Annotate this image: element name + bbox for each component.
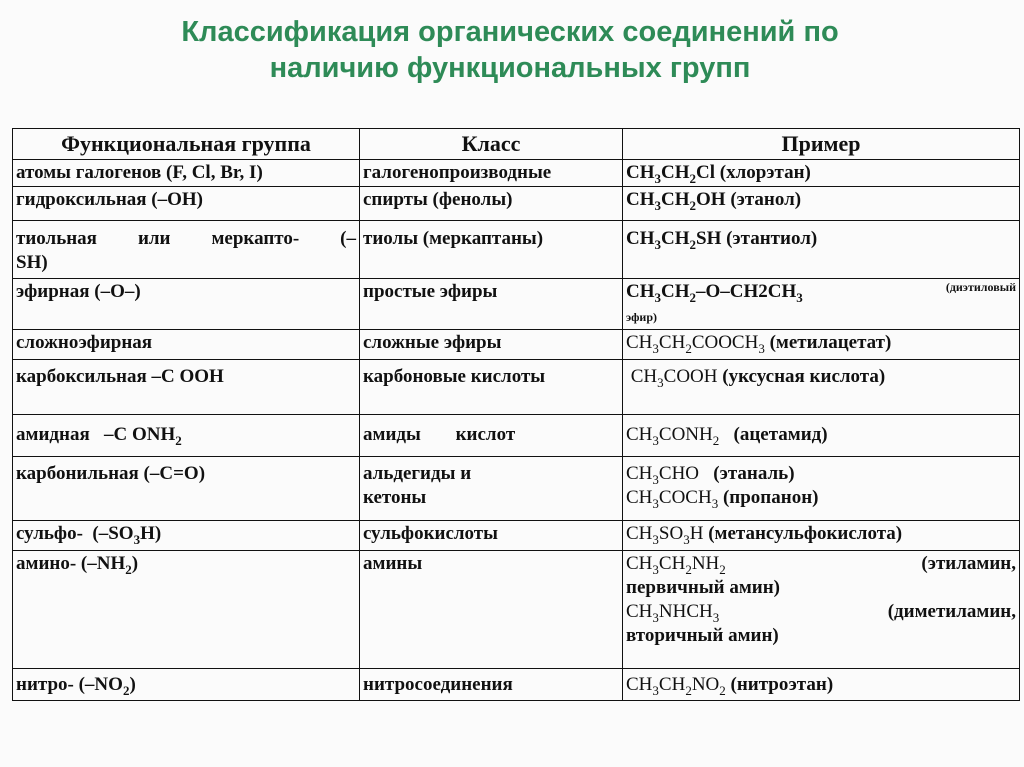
table-row xyxy=(13,669,1020,701)
row-group: амидная –C $ONH_2$ xyxy=(13,415,360,457)
page-title xyxy=(60,14,960,86)
table-row xyxy=(13,221,1020,279)
row-example: $CH_3COOH$ (уксусная кислота) xyxy=(623,360,1020,415)
table-row xyxy=(13,415,1020,457)
row-example: $CH_3CONH_2$ (ацетамид) xyxy=(623,415,1020,457)
row-class: амины xyxy=(360,551,623,669)
row-group: тиольная или меркапто- (– SH) xyxy=(13,221,360,279)
row-class: сульфокислоты xyxy=(360,521,623,551)
row-class: амиды кислот xyxy=(360,415,623,457)
table-row xyxy=(13,360,1020,415)
table-row xyxy=(13,521,1020,551)
title-line-1: Классификация органических соединений по xyxy=(181,16,839,48)
row-class: альдегиды и кетоны xyxy=(360,457,623,521)
row-class: сложные эфиры xyxy=(360,330,623,360)
row-group: карбоксильная –C OOH xyxy=(13,360,360,415)
row-class: карбоновые кислоты xyxy=(360,360,623,415)
header-class: Класс xyxy=(360,129,623,160)
table-row xyxy=(13,457,1020,521)
row-class: галогенопроизводные xyxy=(360,160,623,187)
row-class: простые эфиры xyxy=(360,279,623,330)
formula: $CH_3CH_2OH$ xyxy=(626,189,726,213)
row-group: карбонильная (–C=O) xyxy=(13,457,360,521)
table-row xyxy=(13,330,1020,360)
row-class: спирты (фенолы) xyxy=(360,187,623,221)
row-group: гидроксильная (–OH) xyxy=(13,187,360,221)
formula: $CH_3CH_2Cl$ xyxy=(626,162,715,186)
row-example: $CH_3CH_2-O-CH2CH_3$ (диэтиловый эфир) xyxy=(623,279,1020,330)
row-class: нитросоединения xyxy=(360,669,623,701)
row-example: $CH_3SO_3H$ (метансульфокислота) xyxy=(623,521,1020,551)
row-example: $CH_3CH_2Cl$ (хлорэтан) xyxy=(623,160,1020,187)
row-group: сульфо- $(-SO_3H)$ xyxy=(13,521,360,551)
formula: $CH_3CH_2SH$ xyxy=(626,228,722,252)
row-example: $CH_3CH_2NO_2$ (нитроэтан) xyxy=(623,669,1020,701)
row-example: $CH_3CHO$ (этаналь) $CH_3COCH_3$ (пропанон) xyxy=(623,457,1020,521)
header-example: Пример xyxy=(623,129,1020,160)
row-group: амино- $(-NH_2)$ xyxy=(13,551,360,669)
title-line-2: наличию функциональных групп xyxy=(269,52,751,84)
header-group: Функциональная группа xyxy=(13,129,360,160)
table-row xyxy=(13,160,1020,187)
row-example: $CH_3CH_2OH$ (этанол) xyxy=(623,187,1020,221)
table-row xyxy=(13,279,1020,330)
table-row xyxy=(13,551,1020,669)
row-group: атомы галогенов (F, Cl, Br, I) xyxy=(13,160,360,187)
row-class: тиолы (меркаптаны) xyxy=(360,221,623,279)
row-example: $CH_3CH_2COOCH_3$ (метилацетат) xyxy=(623,330,1020,360)
row-example: $CH_3CH_2SH$ (этантиол) xyxy=(623,221,1020,279)
table-header-row xyxy=(13,129,1020,160)
row-group: эфирная (–O–) xyxy=(13,279,360,330)
row-example: $CH_3CH_2NH_2$ (этиламин, первичный амин) $CH_3NHCH_3$ (диметиламин, вторичный амин) xyxy=(623,551,1020,669)
row-group: сложноэфирная xyxy=(13,330,360,360)
table-row xyxy=(13,187,1020,221)
functional-groups-table xyxy=(12,128,1020,701)
row-group: нитро- $(-NO_2)$ xyxy=(13,669,360,701)
